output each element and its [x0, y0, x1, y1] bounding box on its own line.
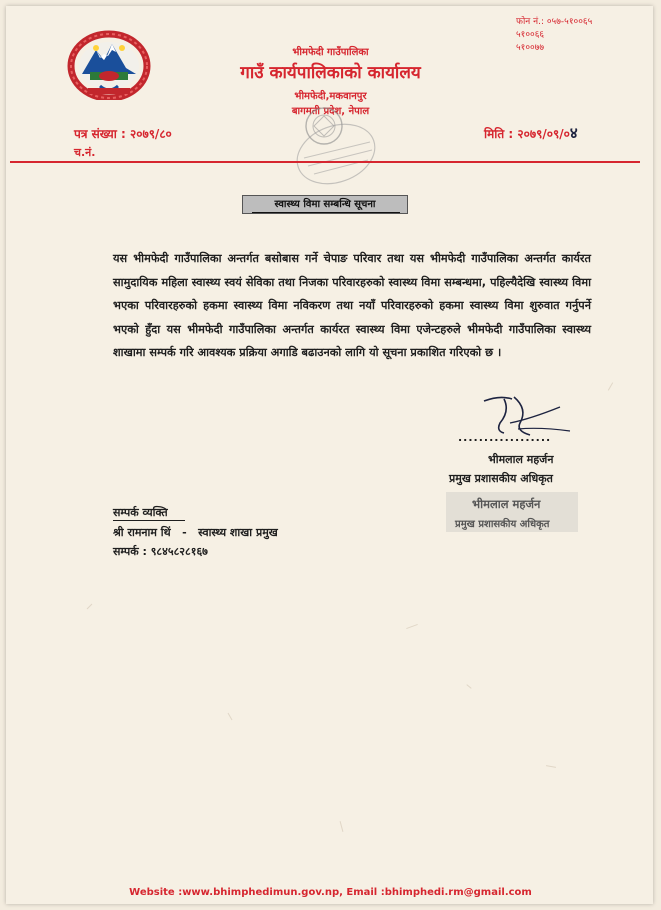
date-printed: मिति : २०७९/०९/०	[484, 127, 570, 141]
signatory-title: प्रमुख प्रशासकीय अधिकृत	[449, 472, 553, 485]
address-line-1: भीमफेदी,मकवानपुर	[294, 91, 367, 102]
dispatch-number: च.नं.	[74, 146, 96, 159]
subject-underline	[252, 212, 400, 213]
notice-body: यस भीमफेदी गाउँपालिका अन्तर्गत बसोबास गर्ने चेपाङ परिवार तथा यस भीमफेदी गाउँपालिका अन्तर्गत कार्यरत सामुदायिक महिला स्वास्थ्य स्वयं सेविका तथा निजका परिवारहरुको स्वास्थ्य विमा सम्बन्धमा, पहिल्यैदेखि स्वास्थ्य विमा भएका परिवारहरुको हकमा स्वास्थ्य विमा नविकरण तथा नयाँ परिवारहरुको हकमा स्वास्थ्य विमा शुरुवात गर्नुपर्ने भएको हुँदा यस भीमफेदी गाउँपालिका अन्तर्गत कार्यरत स्वास्थ्य विमा एजेन्टहरुले भीमफेदी गाउँपालिका स्वास्थ्य शाखामा सम्पर्क गरि आवश्यक प्रक्रिया अगाडि बढाउनको लागि यो सूचना प्रकाशित गरिएको छ ।	[113, 252, 591, 359]
contact-person: श्री रामनाम थिं - स्वास्थ्य शाखा प्रमुख	[113, 526, 278, 539]
phone-1: फोन नं.: ०५७-५१००६५	[516, 17, 593, 27]
header-divider	[10, 161, 640, 163]
phone-3: ५१००७७	[516, 43, 545, 53]
contact-heading-underline	[113, 520, 185, 521]
signature-line: ..................	[458, 431, 552, 444]
contact-heading: सम्पर्क व्यक्ति	[113, 506, 168, 519]
phone-2: ५१००६६	[516, 30, 545, 40]
stamp-title: प्रमुख प्रशासकीय अधिकृत	[455, 519, 550, 530]
address-line-2: बागमती प्रदेश, नेपाल	[291, 106, 370, 117]
notice-subject: स्वास्थ्य विमा सम्बन्धि सूचना	[242, 195, 408, 214]
letter-number: पत्र संख्या : २०७९/८०	[74, 127, 172, 141]
office-small-name: भीमफेदी गाउँपालिका	[292, 47, 369, 58]
office-title: गाउँ कार्यपालिकाको कार्यालय	[240, 63, 421, 83]
footer-contact: Website :www.bhimphedimun.gov.np, Email :bhimphedi.rm@gmail.com	[129, 887, 532, 898]
contact-phone: सम्पर्क : ९८४५८२८१६७	[113, 545, 208, 558]
date-handwritten-digit: ४	[569, 124, 578, 142]
office-stamp-icon	[284, 102, 380, 188]
stamp-name: भीमलाल महर्जन	[472, 497, 541, 511]
phone-numbers	[516, 16, 592, 55]
signatory-name: भीमलाल महर्जन	[488, 453, 554, 466]
letter-date	[484, 123, 578, 143]
